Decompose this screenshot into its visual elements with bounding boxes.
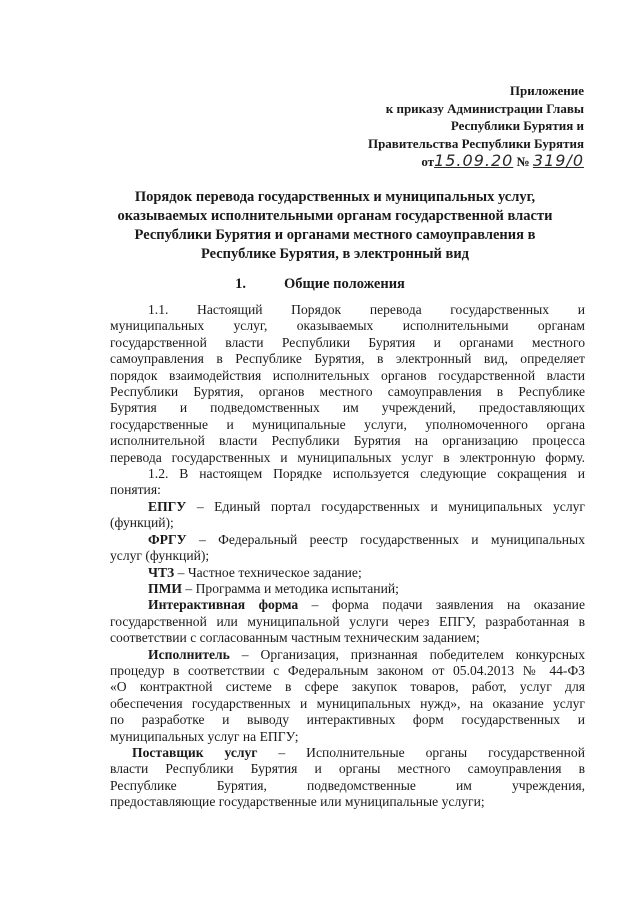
text-line: Республики Бурятия, органов местного самоуправления в Республике [110, 384, 585, 400]
text-line: по разработке и выводу интерактивных форм государственных и [110, 712, 585, 728]
definition-text: – Единый портал государственных и муниципальных услуг [186, 498, 585, 514]
appendix-date-line [368, 152, 584, 171]
definition-text: – Частное техническое задание; [174, 564, 362, 580]
text-line: Республике Бурятия, подведомственные им учреждения, [110, 777, 585, 793]
section-number: 1. [235, 276, 246, 292]
document-title [100, 188, 570, 264]
paragraph-1-1 [110, 302, 585, 466]
text-line: 1.1. Настоящий Порядок перевода государственных и [148, 302, 585, 317]
text-line: «О контрактной системе в сфере закупок товаров, работ, услуг для [110, 679, 585, 695]
definition-frgu [110, 532, 585, 565]
handwritten-date: 15.09.20 [434, 151, 514, 170]
text-line: перевода государственных и муниципальных услуг в электронную форму. [110, 449, 585, 465]
appendix-order-line: к приказу Администрации Главы [385, 100, 584, 116]
definition-text: – форма подачи заявления на оказание [298, 597, 585, 613]
text-line: государственной или муниципальной услуги через ЕПГУ, разработанная в [110, 613, 585, 629]
appendix-republic-line: Республики Бурятия и [450, 118, 584, 133]
text-line: процедур в соответствии с Федеральным законом от 05.04.2013 № 44-ФЗ [110, 662, 585, 678]
text-line: понятия: [110, 482, 161, 498]
text-line: обеспечения государственных и муниципальных нужд», на оказание услуг [110, 695, 585, 711]
text-line: муниципальных услуг на ЕПГУ; [110, 728, 299, 744]
definition-text: – Федеральный реестр государственных и муниципальных [186, 531, 585, 547]
text-line: муниципальных услуг, оказываемых исполнительными органам [110, 318, 585, 334]
section-title: Общие положения [283, 276, 405, 292]
title-line: Республики Бурятия и органами местного самоуправления в [134, 227, 536, 243]
definition-interactive-form [110, 597, 585, 646]
text-line: государственные и муниципальные услуги, уполномоченного органа [110, 416, 585, 432]
text-line: соответствии с согласованным частным техническим заданием; [110, 630, 480, 646]
definition-pmi [110, 581, 585, 597]
term-executor: Исполнитель [148, 646, 230, 662]
text-line: Бурятия и подведомственных им учреждений, предоставляющих [110, 400, 585, 416]
date-prefix: от [421, 154, 435, 169]
text-line: порядок взаимодействия исполнительных органов государственной власти [110, 367, 585, 383]
text-line: государственной власти Республики Бурятия и органами местного [110, 334, 585, 350]
text-line: (функций); [110, 515, 174, 531]
title-line: Порядок перевода государственных и муниципальных услуг, [134, 189, 536, 205]
appendix-government-line: Правительства Республики Бурятия [367, 135, 584, 151]
term-interactive-form: Интерактивная форма [148, 597, 299, 613]
text-line: самоуправления в Республике Бурятия, в электронный вид, определяет [110, 351, 585, 367]
title-line: оказываемых исполнительными органам государственной власти [117, 208, 553, 224]
term-service-provider: Поставщик услуг [132, 744, 258, 760]
definition-service-provider [110, 745, 585, 811]
text-line: власти Республики Бурятия и органы местного самоуправления в [110, 761, 585, 777]
handwritten-number: 319/0 [532, 151, 584, 170]
number-prefix: № [516, 154, 530, 169]
appendix-block [368, 82, 584, 171]
section-heading [0, 276, 640, 293]
text-line: исполнительной власти Республики Бурятия на организацию процесса [110, 433, 585, 449]
title-line: Республике Бурятия, в электронный вид [200, 246, 470, 262]
term-epgu: ЕПГУ [148, 498, 187, 514]
term-chtz: ЧТЗ [148, 564, 175, 580]
appendix-label: Приложение [509, 83, 584, 98]
text-line: услуг (функций); [110, 548, 210, 564]
definition-text: – Программа и методика испытаний; [181, 580, 399, 596]
text-line: 1.2. В настоящем Порядке используется следующие сокращения и [148, 466, 585, 482]
definition-text: – Организация, признанная победителем конкурсных [229, 646, 585, 662]
definition-epgu [110, 499, 585, 532]
definition-executor [110, 647, 585, 745]
text-line: предоставляющие государственные или муниципальные услуги; [110, 794, 485, 810]
document-body [110, 302, 585, 811]
term-frgu: ФРГУ [148, 531, 187, 547]
definition-text: – Исполнительные органы государственной [257, 744, 586, 760]
paragraph-1-2 [110, 466, 585, 499]
term-pmi: ПМИ [148, 580, 182, 596]
definition-chtz [110, 565, 585, 581]
